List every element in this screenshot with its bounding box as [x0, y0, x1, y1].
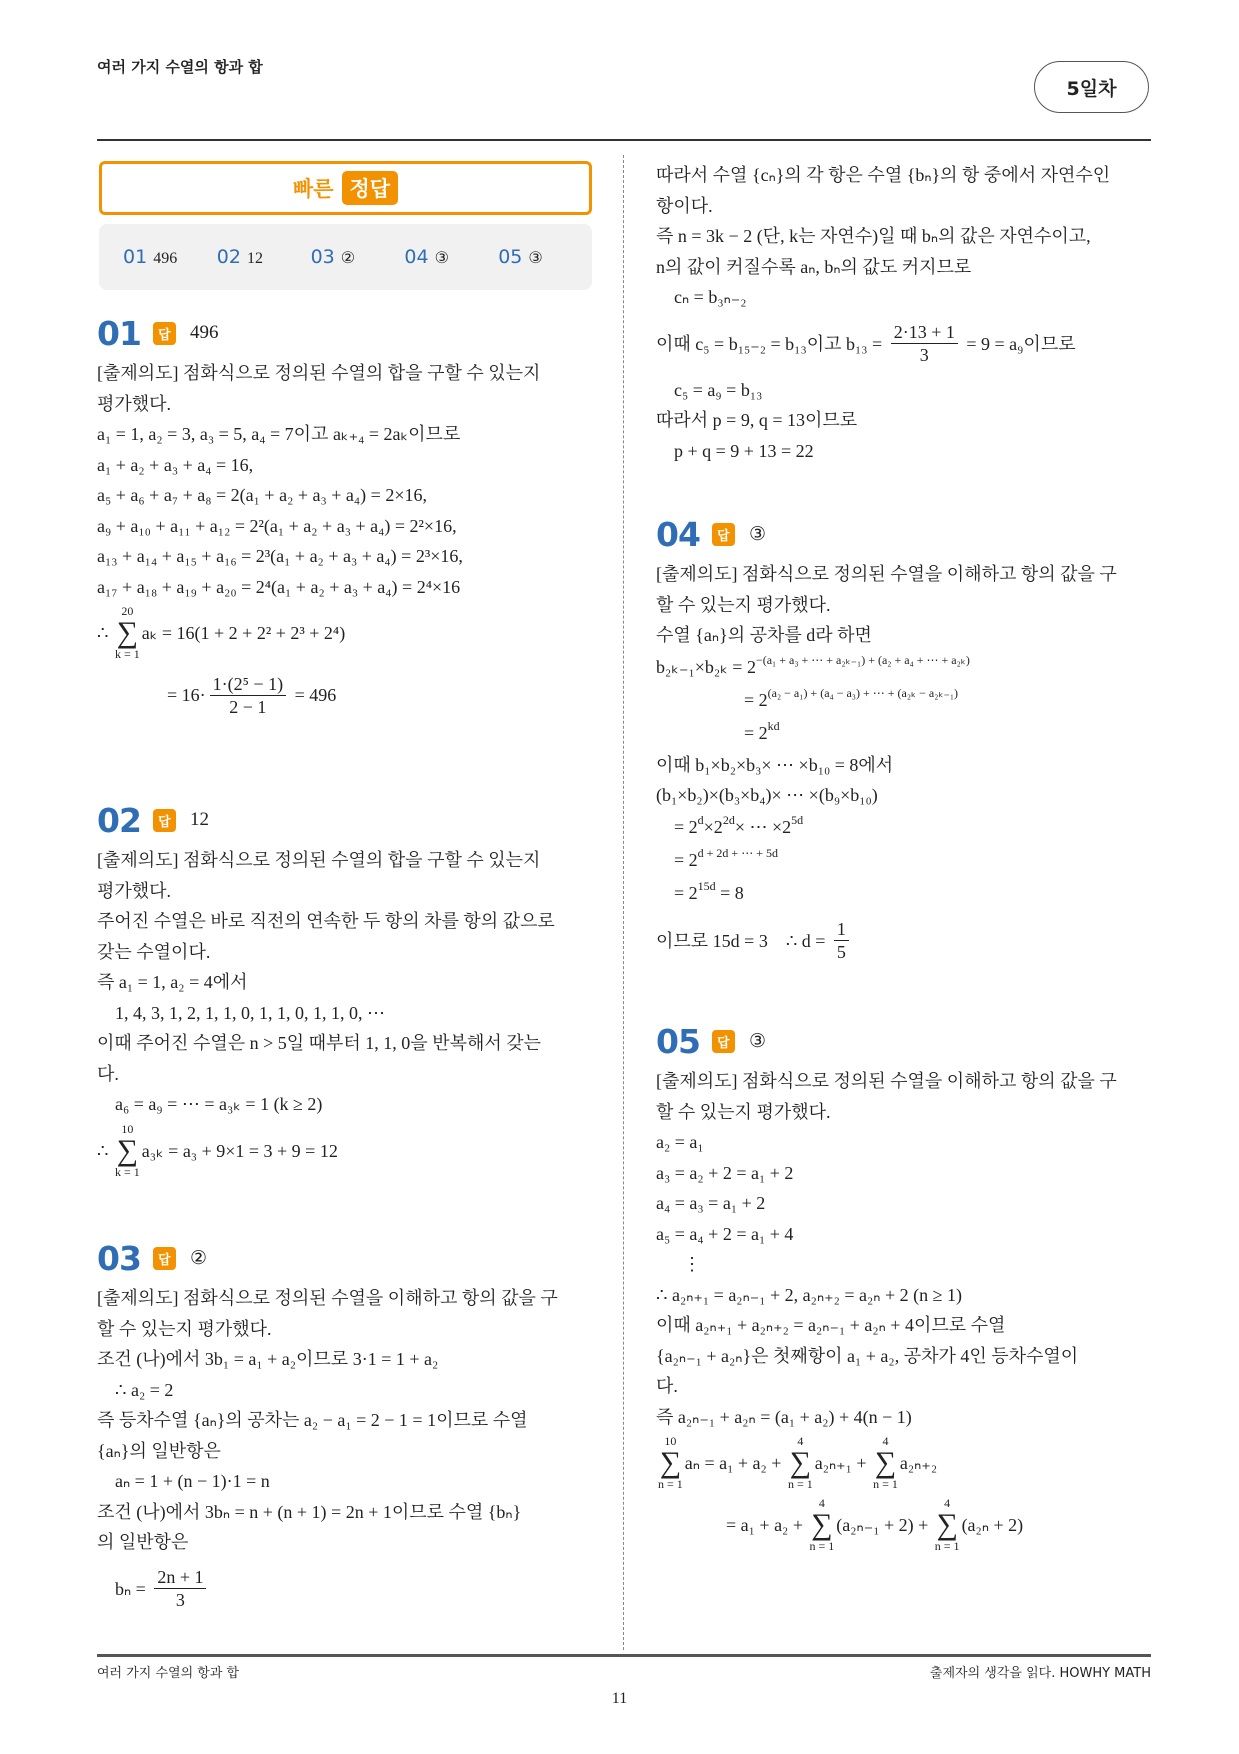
- line-text: a₅ = a₄ + 2 = a₁ + 4: [656, 1223, 794, 1244]
- solution-line: [97, 480, 597, 511]
- exponent: −(a₁ + a₃ + ⋯ + a₂ₖ₋₁) + (a₂ + a₄ + ⋯ + a₂ₖ): [755, 653, 970, 667]
- solution-03-continued: [656, 160, 1156, 466]
- sigma-symbol: ∑: [936, 1508, 958, 1541]
- solution-line: [656, 221, 1156, 252]
- section-header: [97, 799, 597, 841]
- line-text: ∴ a₂ = 2: [115, 1379, 174, 1400]
- line-text: 즉 n = 3k − 2 (단, k는 자연수)일 때 bₙ의 값은 자연수이고,: [656, 226, 1091, 247]
- sum-upper-limit: 4: [944, 1496, 951, 1510]
- math-text: = 2: [744, 723, 768, 743]
- fraction: [210, 673, 286, 718]
- sum-lower-limit: n = 1: [658, 1477, 683, 1491]
- solution-line: [656, 1402, 1156, 1433]
- summation: [873, 1435, 898, 1491]
- solution-line: [656, 375, 1156, 406]
- math-text: = a₁ + a₂ +: [726, 1515, 808, 1535]
- problem-number: 04: [656, 514, 700, 554]
- quick-answer-number: 04: [404, 246, 429, 268]
- solution-line: [97, 1314, 597, 1345]
- solution-line: [656, 750, 1156, 781]
- solution-line: [97, 967, 597, 998]
- sum-lower-limit: n = 1: [934, 1539, 960, 1553]
- math-text: ∴: [97, 623, 113, 643]
- math-text: a₃ₖ = a₃ + 9×1 = 3 + 9 = 12: [141, 1140, 338, 1161]
- solution-line: [97, 419, 597, 450]
- solution-line: [97, 511, 597, 542]
- solution-line: [97, 998, 597, 1029]
- solution-05: [656, 1020, 1156, 1556]
- denominator: 2 − 1: [229, 696, 267, 717]
- line-text: 갖는 수열이다.: [97, 941, 211, 962]
- solution-line: [97, 937, 597, 968]
- line-text: 즉 a₂ₙ₋₁ + a₂ₙ = (a₁ + a₂) + 4(n − 1): [656, 1406, 912, 1427]
- solution-line: [97, 358, 597, 389]
- solution-line: [656, 405, 1156, 436]
- line-text: a₃ = a₂ + 2 = a₁ + 2: [656, 1162, 794, 1183]
- exponent: kd: [767, 719, 780, 733]
- answer-value: ③: [748, 523, 766, 545]
- solution-01: [97, 312, 597, 726]
- math-text: = 8: [715, 883, 744, 903]
- quick-answer-title: [99, 161, 592, 215]
- solution-line: [656, 1341, 1156, 1372]
- line-text: (b₁×b₂)×(b₃×b₄)× ⋯ ×(b₉×b₁₀): [656, 785, 878, 806]
- line-text: {a₂ₙ₋₁ + a₂ₙ}은 첫째항이 a₁ + a₂, 공차가 4인 등차수열이: [656, 1345, 1079, 1366]
- denominator: 3: [175, 1590, 185, 1610]
- line-text: [출제의도] 점화식으로 정의된 수열을 이해하고 항의 값을 구: [97, 1288, 558, 1309]
- line-text: 이때 b₁×b₂×b₃× ⋯ ×b₁₀ = 8에서: [656, 754, 894, 775]
- solution-line: [97, 1089, 597, 1120]
- solution-line: [656, 1158, 1156, 1189]
- math-text: ∴: [97, 1140, 113, 1161]
- quick-answer-item: [404, 246, 498, 268]
- solution-line: [97, 1059, 597, 1090]
- math-text: = 496: [290, 685, 337, 705]
- solution-line: [656, 910, 1156, 972]
- quick-answer-value: ②: [340, 250, 356, 267]
- line-text: 의 일반항은: [97, 1532, 189, 1553]
- answer-value: ②: [189, 1247, 207, 1269]
- math-text: 이때 c₅ = b₁₅₋₂ = b₁₃이고 b₁₃ =: [656, 333, 887, 354]
- line-text: p + q = 9 + 13 = 22: [674, 440, 814, 461]
- quick-answer-list: [99, 224, 592, 290]
- answer-badge: 답: [712, 1030, 735, 1053]
- line-text: 항이다.: [656, 195, 713, 216]
- answer-badge: 답: [153, 322, 176, 345]
- line-text: 즉 a₁ = 1, a₂ = 4에서: [97, 972, 248, 993]
- header-title: 여러 가지 수열의 항과 합: [97, 58, 263, 76]
- quick-answer-number: 01: [123, 246, 148, 268]
- line-text: 주어진 수열은 바로 직전의 연속한 두 항의 차를 항의 값으로: [97, 911, 555, 932]
- solution-line: [656, 1432, 1156, 1494]
- solution-line: [97, 541, 597, 572]
- column-divider: [623, 155, 624, 1650]
- solution-line: [97, 906, 597, 937]
- line-text: 할 수 있는지 평가했다.: [656, 1101, 831, 1122]
- line-text: a₉ + a₁₀ + a₁₁ + a₁₂ = 2²(a₁ + a₂ + a₃ + a₄) = 2²×16,: [97, 515, 457, 536]
- answer-badge: 답: [712, 523, 735, 546]
- numerator: 1·(2⁵ − 1): [210, 673, 286, 696]
- quick-answer-item: [123, 246, 217, 268]
- line-text: 할 수 있는지 평가했다.: [656, 594, 831, 615]
- quick-answer-value: ③: [528, 250, 543, 267]
- line-text: a₁ = 1, a₂ = 3, a₃ = 5, a₄ = 7이고 aₖ₊₄ = 2aₖ이므로: [97, 424, 461, 445]
- exponent: 2d: [722, 813, 735, 827]
- math-text: (a₂ₙ₋₁ + 2) +: [836, 1515, 933, 1535]
- sum-lower-limit: n = 1: [873, 1477, 898, 1491]
- solution-line: [97, 389, 597, 420]
- section-header: [97, 1237, 597, 1279]
- solution-line: [656, 313, 1156, 375]
- solution-line: [656, 1310, 1156, 1341]
- line-text: ∴ a₂ₙ₊₁ = a₂ₙ₋₁ + 2, a₂ₙ₊₂ = a₂ₙ + 2 (n ≥ 1): [656, 1284, 962, 1305]
- line-text: 평가했다.: [97, 880, 172, 901]
- solution-line: [97, 845, 597, 876]
- sum-upper-limit: 10: [121, 1121, 134, 1136]
- solution-line: [656, 1127, 1156, 1158]
- numerator: 2n + 1: [154, 1566, 206, 1589]
- quick-answer-number: 02: [216, 246, 241, 268]
- math-text: b₂ₖ₋₁×b₂ₖ = 2: [656, 657, 756, 677]
- answer-label: 정답: [342, 171, 399, 205]
- line-text: 1, 4, 3, 1, 2, 1, 1, 0, 1, 1, 0, 1, 1, 0, ⋯: [115, 1002, 385, 1023]
- problem-number: 02: [97, 800, 141, 840]
- summation: [115, 1123, 140, 1179]
- solution-line: [656, 844, 1156, 877]
- solution-02: [97, 799, 597, 1182]
- denominator: 5: [836, 942, 846, 962]
- quick-answer-item: [217, 246, 311, 268]
- math-text: = 2: [674, 883, 698, 903]
- line-text: ⋮: [674, 1254, 701, 1275]
- problem-number: 01: [97, 313, 141, 353]
- solution-line: [97, 1375, 597, 1406]
- quick-answer-value: 496: [153, 250, 178, 267]
- line-text: a₅ + a₆ + a₇ + a₈ = 2(a₁ + a₂ + a₃ + a₄) = 2×16,: [97, 485, 427, 506]
- math-text: (a₂ₙ + 2): [961, 1515, 1024, 1535]
- line-text: a₂ = a₁: [656, 1132, 704, 1153]
- exponent: d + 2d + ⋯ + 5d: [697, 846, 778, 860]
- solution-line: [656, 559, 1156, 590]
- solution-line: [656, 590, 1156, 621]
- solution-04: [656, 513, 1156, 972]
- math-text: × ⋯ ×2: [734, 817, 792, 837]
- solution-line: [97, 1405, 597, 1436]
- math-text: aₖ = 16(1 + 2 + 2² + 2³ + 2⁴): [141, 623, 346, 643]
- solution-line: [97, 602, 597, 664]
- line-text: 다.: [97, 1063, 119, 1084]
- line-text: 조건 (나)에서 3bₙ = n + (n + 1) = 2n + 1이므로 수열 {bₙ}: [97, 1501, 522, 1522]
- sum-upper-limit: 4: [882, 1434, 889, 1448]
- math-text: bₙ =: [115, 1578, 151, 1599]
- solution-line: [656, 160, 1156, 191]
- exponent: 5d: [791, 813, 804, 827]
- summation: [788, 1435, 813, 1491]
- exponent: 15d: [697, 879, 716, 893]
- page-number: 11: [611, 1690, 628, 1707]
- answer-badge: 답: [153, 1247, 176, 1270]
- line-text: a₁ + a₂ + a₃ + a₄ = 16,: [97, 454, 254, 475]
- line-text: c₅ = a₉ = b₁₃: [674, 379, 763, 400]
- solution-line: [97, 572, 597, 603]
- sum-upper-limit: 10: [664, 1434, 677, 1448]
- fraction: [891, 321, 958, 366]
- solution-line: [97, 1283, 597, 1314]
- section-header: [97, 312, 597, 354]
- solution-line: [656, 191, 1156, 222]
- line-text: [출제의도] 점화식으로 정의된 수열을 이해하고 항의 값을 구: [656, 1071, 1117, 1092]
- solution-line: [97, 450, 597, 481]
- problem-number: 05: [656, 1021, 700, 1061]
- math-text: a₂ₙ₊₁ +: [814, 1453, 872, 1473]
- solution-line: [656, 877, 1156, 910]
- line-text: [출제의도] 점화식으로 정의된 수열을 이해하고 항의 값을 구: [656, 564, 1117, 585]
- line-text: 이때 a₂ₙ₊₁ + a₂ₙ₊₂ = a₂ₙ₋₁ + a₂ₙ + 4이므로 수열: [656, 1315, 1006, 1336]
- line-text: 수열 {aₙ}의 공차를 d라 하면: [656, 625, 872, 646]
- math-text: a₂ₙ₊₂: [899, 1453, 938, 1473]
- sum-upper-limit: 20: [121, 604, 134, 618]
- exponent: d: [697, 813, 704, 827]
- exponent: (a₂ − a₁) + (a₄ − a₃) + ⋯ + (a₂ₖ − a₂ₖ₋₁): [767, 686, 959, 700]
- line-text: 즉 등차수열 {aₙ}의 공차는 a₂ − a₁ = 2 − 1 = 1이므로 수열: [97, 1410, 528, 1431]
- math-text: = 2: [744, 690, 768, 710]
- footer-title: 여러 가지 수열의 항과 합: [97, 1666, 240, 1681]
- problem-number: 03: [97, 1238, 141, 1278]
- solution-line: [97, 1120, 597, 1182]
- solution-line: [656, 1188, 1156, 1219]
- solution-line: [97, 1466, 597, 1497]
- quick-answer-number: 05: [498, 246, 523, 268]
- sigma-symbol: ∑: [811, 1508, 833, 1541]
- line-text: a₄ = a₃ = a₁ + 2: [656, 1193, 766, 1214]
- math-text: 이므로 15d = 3 ∴ d =: [656, 930, 830, 951]
- solution-line: [656, 1280, 1156, 1311]
- math-text: = 2: [674, 817, 698, 837]
- numerator: 2·13 + 1: [891, 321, 958, 344]
- sum-lower-limit: k = 1: [114, 1164, 140, 1179]
- quick-answer-value: 12: [246, 250, 263, 267]
- sum-upper-limit: 4: [797, 1434, 804, 1448]
- line-text: 이때 주어진 수열은 n > 5일 때부터 1, 1, 0을 반복해서 갖는: [97, 1033, 542, 1054]
- summation: [809, 1497, 834, 1553]
- line-text: aₙ = 1 + (n − 1)·1 = n: [115, 1471, 270, 1492]
- line-text: a₁₇ + a₁₈ + a₁₉ + a₂₀ = 2⁴(a₁ + a₂ + a₃ + a₄) = 2⁴×16: [97, 576, 461, 597]
- answer-value: ③: [748, 1030, 766, 1052]
- line-text: 평가했다.: [97, 393, 172, 414]
- math-text: = 2: [674, 850, 698, 870]
- numerator: 1: [834, 918, 849, 941]
- summation: [115, 605, 140, 661]
- solution-line: [97, 1028, 597, 1059]
- sigma-symbol: ∑: [116, 1133, 139, 1167]
- section-header: [656, 1020, 1156, 1062]
- answer-value: 12: [189, 809, 209, 830]
- quick-label: 빠른: [292, 177, 334, 201]
- section-header: [656, 513, 1156, 555]
- line-text: 다.: [656, 1376, 678, 1397]
- solution-line: [656, 1097, 1156, 1128]
- math-text: ×2: [703, 817, 723, 837]
- math-text: aₙ = a₁ + a₂ +: [684, 1453, 786, 1473]
- sigma-symbol: ∑: [116, 616, 139, 649]
- solution-line: [656, 282, 1156, 313]
- solution-line: [97, 876, 597, 907]
- math-text: = 9 = a₉이므로: [961, 333, 1076, 354]
- header-divider: [97, 139, 1151, 141]
- solution-line: [97, 1527, 597, 1558]
- line-text: 따라서 p = 9, q = 13이므로: [656, 410, 858, 431]
- solution-line: [656, 436, 1156, 467]
- solution-line: [656, 1219, 1156, 1250]
- solution-line: [656, 1371, 1156, 1402]
- line-text: [출제의도] 점화식으로 정의된 수열의 합을 구할 수 있는지: [97, 850, 541, 871]
- sigma-symbol: ∑: [789, 1446, 812, 1479]
- line-text: a₁₃ + a₁₄ + a₁₅ + a₁₆ = 2³(a₁ + a₂ + a₃ + a₄) = 2³×16,: [97, 546, 463, 567]
- solution-line: [97, 1344, 597, 1375]
- answer-badge: 답: [153, 809, 176, 832]
- sum-lower-limit: n = 1: [809, 1539, 835, 1553]
- line-text: {aₙ}의 일반항은: [97, 1440, 221, 1461]
- math-text: = 16·: [167, 685, 206, 705]
- footer-divider: [97, 1654, 1151, 1657]
- solution-line: [97, 664, 597, 726]
- sigma-symbol: ∑: [659, 1446, 682, 1479]
- quick-answer-item: [498, 246, 592, 268]
- fraction: [834, 918, 849, 963]
- fraction: [154, 1566, 206, 1611]
- solution-03: [97, 1237, 597, 1620]
- summation: [935, 1497, 960, 1553]
- quick-answer-item: [311, 246, 405, 268]
- line-text: cₙ = b₃ₙ₋₂: [674, 287, 747, 308]
- sigma-symbol: ∑: [874, 1446, 897, 1479]
- solution-line: [97, 1558, 597, 1620]
- line-text: 할 수 있는지 평가했다.: [97, 1318, 272, 1339]
- quick-answer-value: ③: [434, 250, 449, 267]
- solution-line: [97, 1497, 597, 1528]
- quick-answer-number: 03: [310, 246, 335, 268]
- answer-value: 496: [189, 322, 219, 343]
- line-text: 조건 (나)에서 3b₁ = a₁ + a₂이므로 3·1 = 1 + a₂: [97, 1349, 439, 1370]
- solution-line: [656, 252, 1156, 283]
- solution-line: [656, 684, 1156, 717]
- footer-brand: 출제자의 생각을 읽다. HOWHY MATH: [929, 1666, 1151, 1681]
- solution-line: [97, 1436, 597, 1467]
- solution-line: [656, 717, 1156, 750]
- line-text: n의 값이 커질수록 aₙ, bₙ의 값도 커지므로: [656, 256, 972, 277]
- sum-lower-limit: n = 1: [787, 1477, 813, 1491]
- line-text: a₆ = a₉ = ⋯ = a₃ₖ = 1 (k ≥ 2): [115, 1094, 323, 1115]
- solution-line: [656, 1066, 1156, 1097]
- solution-line: [656, 1249, 1156, 1280]
- line-text: [출제의도] 점화식으로 정의된 수열의 합을 구할 수 있는지: [97, 363, 541, 384]
- solution-line: [656, 1494, 1156, 1556]
- sum-upper-limit: 4: [818, 1496, 825, 1510]
- sum-lower-limit: k = 1: [114, 647, 140, 661]
- denominator: 3: [919, 345, 929, 365]
- day-badge: 5일차: [1034, 61, 1149, 113]
- summation: [658, 1435, 683, 1491]
- line-text: 따라서 수열 {cₙ}의 각 항은 수열 {bₙ}의 항 중에서 자연수인: [656, 165, 1111, 186]
